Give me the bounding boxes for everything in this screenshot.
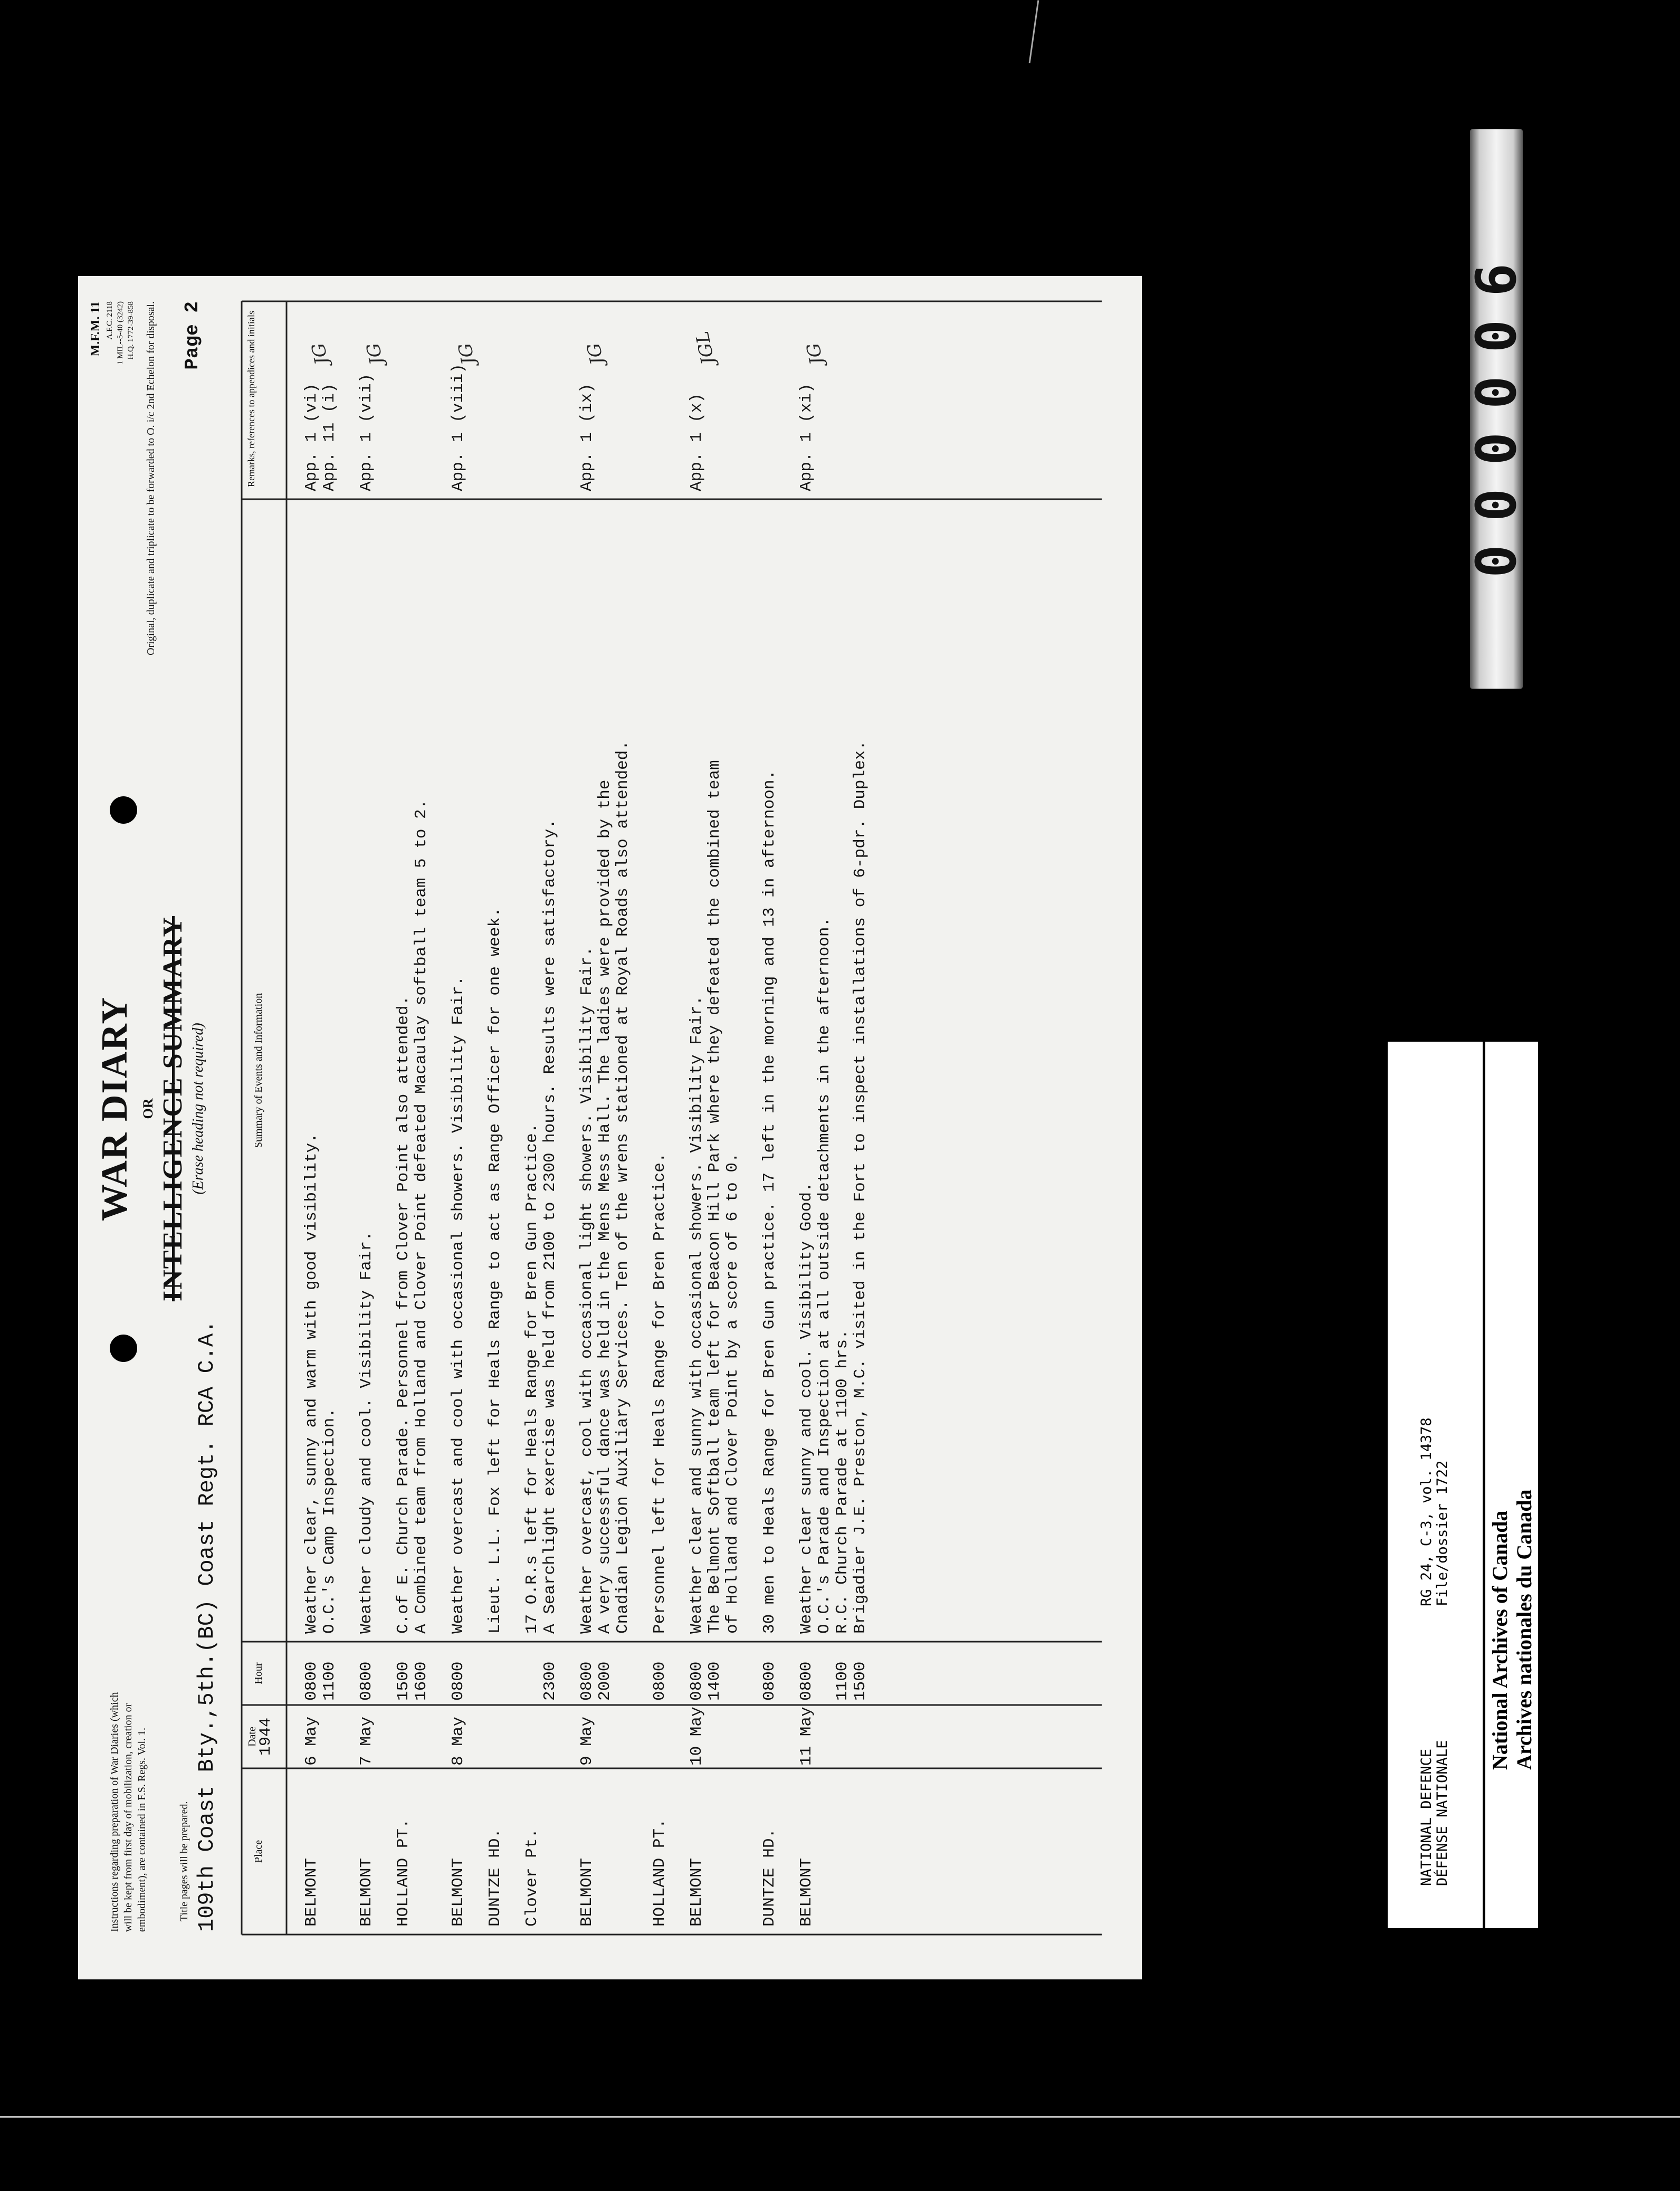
entry-hour: 0800 [357,1661,376,1701]
entry-hour: 1500 [394,1661,413,1701]
entry-date: 6 May [302,1716,321,1766]
entry-hour: 1600 [412,1661,431,1701]
entry-hour: 0800 [797,1661,816,1701]
entry-initials: JG [803,341,828,367]
entry-hour: 1100 [320,1661,339,1701]
entry-text: Lieut. L.L. Fox left for Heals Range to act as Range Officer for one week. [486,907,504,1634]
entry-text: A Combined team from Holland and Clover Point defeated Macaulay softball team 5 to 2. [412,799,431,1634]
archives-name-block [1452,1042,1483,1928]
entry-remark: App. 1 (viii) [449,364,467,491]
entry-text: A very successful dance was held in the Mens Mess Hall. The ladies were provided by the [596,779,614,1634]
entry-text: C.of E. Church Parade. Personnel from Clover Point also attended. [394,995,413,1634]
entry-hour: 0800 [651,1661,669,1701]
entry-hour: 2000 [596,1661,614,1701]
entry-initials: JG [362,341,388,367]
entry-remark: App. 1 (xi) [797,383,816,491]
entry-initials: JG [583,341,608,367]
entry-hour: 0800 [578,1661,596,1701]
entry-text: R.C. Church Parade at 1100 hrs. [833,1329,852,1634]
entry-remark: App. 1 (vii) [357,373,376,491]
entry-remark: App. 11 (i) [320,383,339,491]
entry-remark: App. 1 (ix) [578,383,596,491]
col-header-place: Place [253,1840,264,1863]
entry-date: 11 May [797,1707,816,1766]
form-afc: A.F.C. 2118 [106,301,114,340]
entry-hour: 1400 [705,1661,724,1701]
entry-date: 8 May [449,1716,467,1766]
entry-hour: 0800 [302,1661,321,1701]
entry-text: Weather clear, sunny and warm with good visibility. [302,1133,321,1634]
entry-initials: JG [308,341,333,367]
entry-remark: App. 1 (x) [688,393,706,491]
punch-hole-right [110,796,137,824]
entry-initials: JGL [691,329,720,367]
national-defence-en: NATIONAL DEFENCE [1418,1748,1435,1886]
diary-title: WAR DIARY [94,996,135,1221]
entry-hour: 0800 [449,1661,467,1701]
entry-remark: App. 1 (vi) [302,383,321,491]
col-header-hour: Hour [253,1662,264,1684]
war-diary-sheet [78,276,1142,1979]
entry-hour: 0800 [688,1661,706,1701]
file-dossier: File/dossier 1722 [1434,1460,1450,1606]
entry-text: O.C.'s Parade and Inspection at all outside detachments in the afternoon. [815,917,834,1634]
archives-name-rotated [1485,1042,1538,1928]
entry-place: HOLLAND PT. [394,1818,413,1927]
entry-initials: JG [454,341,480,367]
entry-text: O.C.'s Camp Inspection. [320,1408,339,1634]
entry-hour: 1100 [833,1661,852,1701]
scan-edge-line [0,2116,1680,2118]
entry-text: Weather cloudy and cool. Visibility Fair. [357,1231,376,1634]
entry-text: Weather overcast, cool with occasional light showers. Visibility Fair. [578,946,596,1634]
frame-counter [1464,129,1529,689]
entry-text: 17 O.R.s left for Heals Range for Bren Gun Practice. [523,1123,541,1634]
entry-place: BELMONT [578,1857,596,1927]
entry-text: Weather overcast and cool with occasional showers. Visibility Fair. [449,976,467,1634]
entry-hour: 0800 [760,1661,779,1701]
scan-artifact [1029,0,1039,63]
entry-place: BELMONT [357,1857,376,1927]
entry-text: 30 men to Heals Range for Bren Gun practice. 17 left in the morning and 13 in afternoon. [760,769,779,1634]
instructions-note: Instructions regarding preparation of War Diaries (which will be kept from first day of mobilization, creation or embodiment), are contained in F.S. Regs. Vol. 1. [109,1692,148,1932]
col-header-date: Date [246,1727,258,1747]
entry-hour: 1500 [851,1661,870,1701]
record-group: RG 24, C-3, vol. 14378 [1418,1417,1435,1606]
form-number: M.F.M. 11 [89,301,102,357]
archives-label-content [1388,1042,1483,1928]
entry-hour: 2300 [541,1661,559,1701]
entry-place: BELMONT [302,1857,321,1927]
entry-text: Personnel left for Heals Range for Bren Practice. [651,1152,669,1634]
entry-text: Weather clear and sunny with occasional showers. Visibility Fair. [688,995,706,1634]
entry-date: 10 May [688,1707,706,1766]
entry-place: DUNTZE HD. [760,1828,779,1927]
entry-text: Weather clear sunny and cool. Visibility Good. [797,1182,816,1634]
entry-text: The Belmont Softball team left for Beacon Hill Park where they defeated the combined team [705,760,724,1634]
col-header-remarks: Remarks, references to appendices and initials [246,311,256,487]
archives-name-fr: Archives nationales du Canada [1512,1489,1536,1770]
forwarding-note: Original, duplicate and triplicate to be forwarded to O. i/c 2nd Echelon for disposal. [145,301,157,655]
archives-name-panel [1485,1042,1538,1928]
entry-date: 9 May [578,1716,596,1766]
entry-place: BELMONT [688,1857,706,1927]
title-pages-note: Title pages will be prepared. [178,1801,190,1921]
intelligence-summary-heading: INTELLIGENCE SUMMARY [158,916,188,1302]
entry-place: BELMONT [797,1857,816,1927]
entry-text: A Searchlight exercise was held from 2100 to 2300 hours. Results were satisfactory. [541,818,559,1634]
unit-name: 109th Coast Bty.,5th.(BC) Coast Regt. RCA C.A. [194,1320,219,1932]
archives-label [1388,1042,1483,1928]
frame-number: 000006 [1464,240,1529,578]
entry-place: DUNTZE HD. [486,1828,504,1927]
entry-text: Brigadier J.E. Preston, M.C. visited in the Fort to inspect installations of 6-pdr. Duplex. [851,740,870,1634]
erase-heading-note: (Erase heading not required) [190,1023,206,1195]
diary-or: OR [140,1098,156,1119]
entry-place: BELMONT [449,1857,467,1927]
page-number: Page 2 [182,301,203,370]
col-header-year: 1944 [257,1718,275,1756]
war-diary-page [78,276,1142,1979]
form-mil: 1 MIL--5-40 (3242) [116,301,125,365]
col-header-summary: Summary of Events and Information [253,993,264,1148]
entry-place: Clover Pt. [523,1828,541,1927]
entry-text: Cnadian Legion Auxiliary Services. Ten of the wrens stationed at Royal Roads also attended. [614,740,632,1634]
entry-place: HOLLAND PT. [651,1818,669,1927]
archives-name-en: National Archives of Canada [1488,1510,1512,1770]
entry-text: of Holland and Clover Point by a score of 6 to 0. [723,1152,742,1634]
entry-date: 7 May [357,1716,376,1766]
form-hq: H.Q. 1772-39-858 [127,301,135,360]
national-defence-fr: DÉFENSE NATIONALE [1434,1740,1450,1886]
